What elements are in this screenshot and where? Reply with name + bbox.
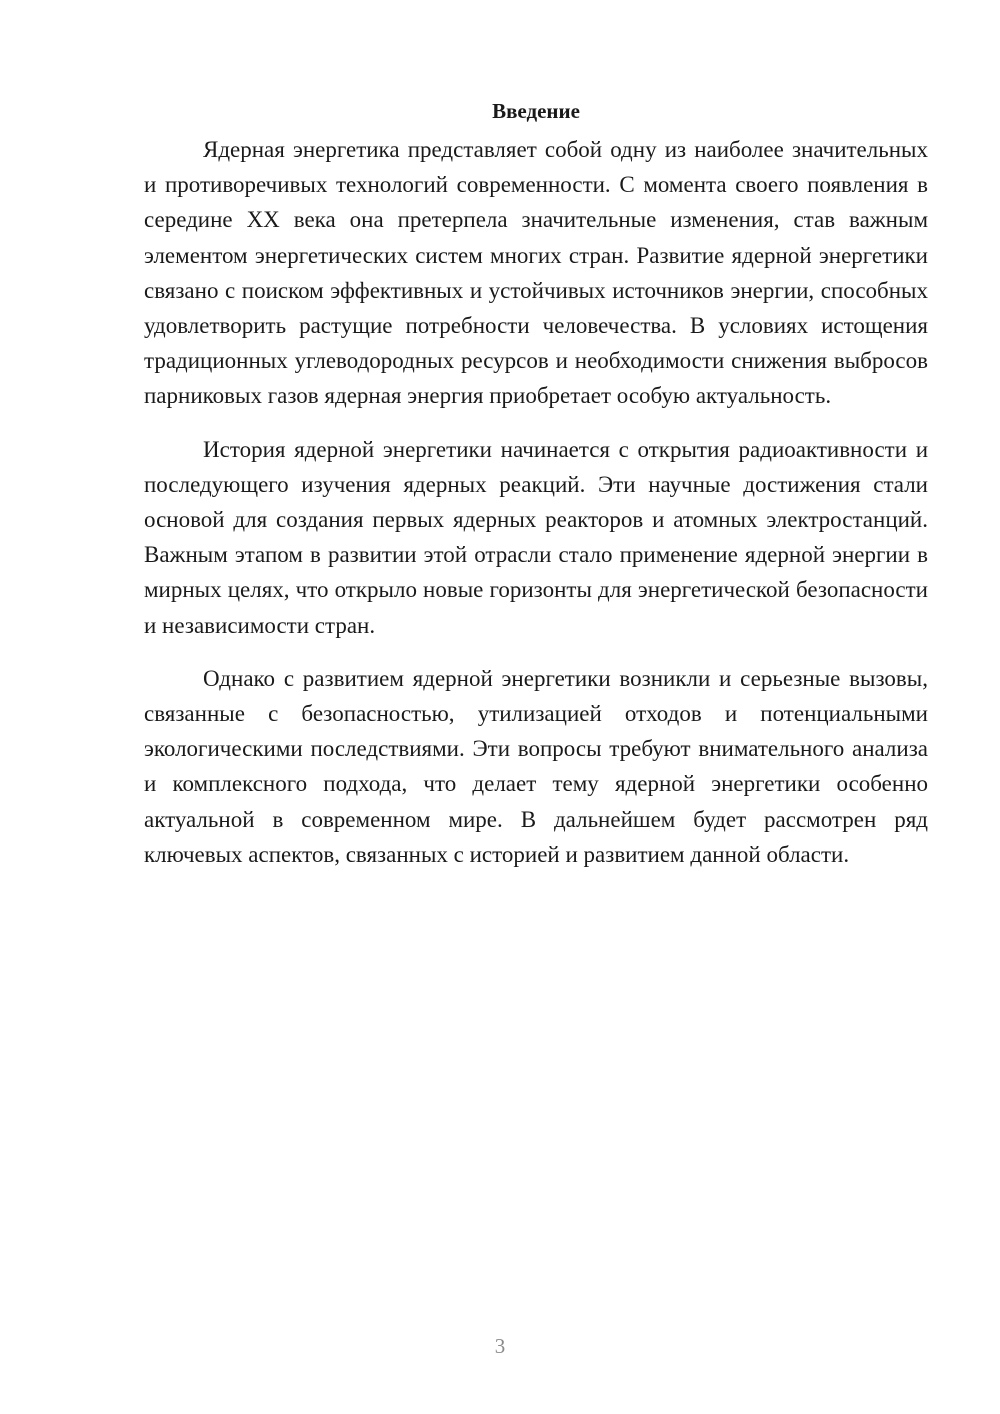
paragraph-3: Однако с развитием ядерной энергетики возникли и серьезные вызовы, связанные с безопасностью, утилизацией отходов и потенциальными экологическими последствиями. Эти вопросы требуют внимательного анализа и комплексного подхода, что делает тему ядерной энергетики особенно актуальной в современном мире. В дальнейшем будет рассмотрен ряд ключевых аспектов, связанных с историей и развитием данной области. (144, 665, 928, 867)
paragraph-1: Ядерная энергетика представляет собой одну из наиболее значительных и противоречивых технологий современности. С момента своего появления в середине XX века она претерпела значительные изменения, став важным элементом энергетических систем многих стран. Развитие ядерной энергетики связано с поиском эффективных и устойчивых источников энергии, способных удовлетворить растущие потребности человечества. В условиях истощения традиционных углеводородных ресурсов и необходимости снижения выбросов парниковых газов ядерная энергия приобретает особую актуальность. (144, 137, 928, 409)
page-content (144, 96, 928, 890)
section-title: Введение (492, 99, 580, 123)
page-number: 3 (494, 1334, 506, 1358)
paragraph-2: История ядерной энергетики начинается с открытия радиоактивности и последующего изучения ядерных реакций. Эти научные достижения стали основой для создания первых ядерных реакторов и атомных электростанций. Важным этапом в развитии этой отрасли стало применение ядерной энергии в мирных целях, что открыло новые горизонты для энергетической безопасности и независимости стран. (144, 436, 928, 638)
